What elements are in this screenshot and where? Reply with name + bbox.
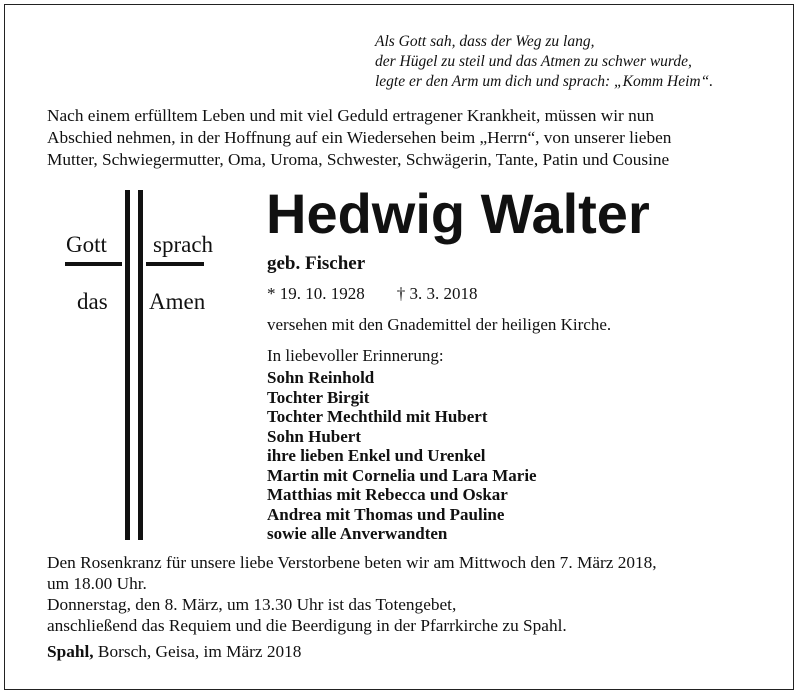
cross-word-sprach: sprach [153, 232, 214, 257]
place-date [47, 641, 301, 662]
mourner-line: ihre lieben Enkel und Urenkel [267, 446, 486, 465]
sacrament-text: versehen mit den Gnademittel der heiligen Kirche. [267, 315, 612, 334]
mourner-line: Sohn Hubert [267, 426, 361, 446]
intro-text [47, 105, 767, 171]
cross-word-amen: Amen [149, 289, 206, 314]
mourner-line: Martin mit Cornelia und Lara Marie [267, 465, 537, 485]
poem-line: Als Gott sah, dass der Weg zu lang, [375, 33, 595, 50]
intro-line: Abschied nehmen, in der Hoffnung auf ein Wiedersehen beim „Herrn“, von unserer lieben [47, 128, 672, 147]
cross-graphic [60, 190, 240, 540]
notice-line: Donnerstag, den 8. März, um 13.30 Uhr ist das Totengebet, [47, 595, 457, 614]
place-rest: Borsch, Geisa, im März 2018 [93, 642, 302, 661]
mourner-line: Andrea mit Thomas und Pauline [267, 504, 505, 524]
notice-line: um 18.00 Uhr. [47, 574, 147, 593]
poem [375, 32, 785, 92]
mourner-line: Tochter Mechthild mit Hubert [267, 407, 488, 426]
intro-line: Mutter, Schwiegermutter, Oma, Uroma, Schwester, Schwägerin, Tante, Patin und Cousine [47, 150, 670, 169]
mourner-line: Sohn Reinhold [267, 368, 375, 387]
notice-line: Den Rosenkranz für unsere liebe Verstorbene beten wir am Mittwoch den 7. März 2018, [47, 553, 657, 572]
cross-word-das: das [77, 289, 108, 314]
deceased-name: Hedwig Walter [266, 182, 650, 245]
mourner-line: Matthias mit Rebecca und Oskar [267, 485, 508, 504]
birth-name: geb. Fischer [267, 253, 366, 274]
birth-date: * 19. 10. 1928 [267, 284, 365, 303]
poem-line: der Hügel zu steil und das Atmen zu schwer wurde, [375, 53, 692, 70]
mourner-line: Tochter Birgit [267, 387, 370, 407]
place-town: Spahl, [47, 642, 94, 661]
life-dates [267, 284, 478, 304]
mourners-heading: In liebevoller Erinnerung: [267, 346, 444, 365]
mourner-line: sowie alle Anverwandten [267, 524, 448, 543]
intro-line: Nach einem erfülltem Leben und mit viel Geduld ertragener Krankheit, müssen wir nun [47, 106, 655, 125]
service-notice [47, 552, 767, 636]
death-date: † 3. 3. 2018 [396, 284, 478, 303]
notice-line: anschließend das Requiem und die Beerdigung in der Pfarrkirche zu Spahl. [47, 616, 567, 635]
poem-line: legte er den Arm um dich und sprach: „Komm Heim“. [375, 73, 714, 90]
mourners-list [267, 368, 537, 544]
cross-word-gott: Gott [66, 232, 107, 257]
